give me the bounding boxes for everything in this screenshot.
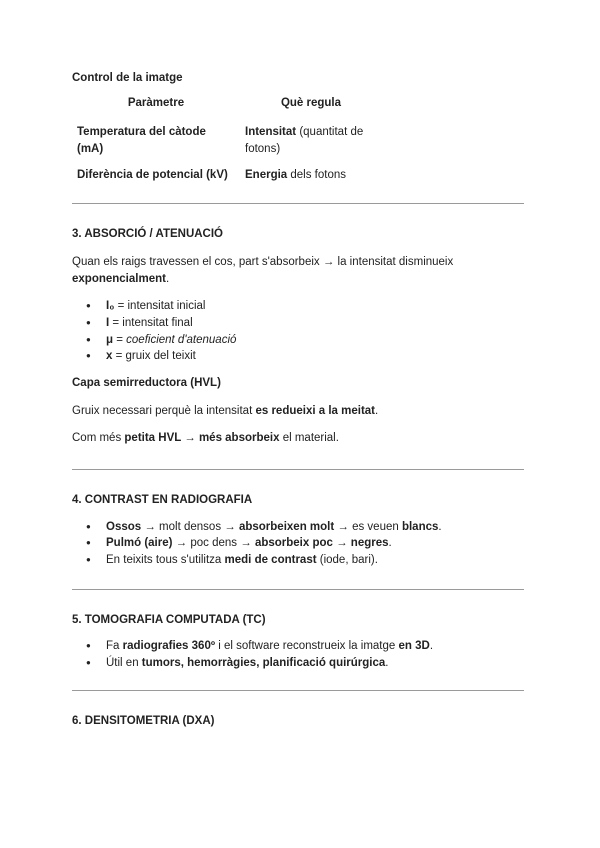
var-desc: = intensitat final: [109, 317, 193, 330]
list-item: [106, 535, 524, 552]
section-3-title: 3. ABSORCIÓ / ATENUACIÓ: [72, 228, 223, 241]
var-eq: =: [113, 333, 127, 346]
var-desc: = intensitat inicial: [114, 300, 206, 313]
section-divider: [72, 203, 524, 204]
hvl-title: Capa semirreductora (HVL): [72, 377, 221, 390]
var-symbol: I: [106, 317, 110, 330]
table-header-parameter: Paràmetre: [127, 96, 185, 109]
table-cell-regulates: [240, 121, 382, 163]
document-page: [72, 70, 524, 729]
li-bold: blancs: [401, 520, 439, 533]
var-symbol: μ: [106, 333, 114, 346]
list-item: [106, 315, 524, 332]
s3-variable-list: [72, 298, 524, 365]
hvl2-b: petita HVL → més absorbeix: [124, 432, 280, 445]
li-text: → poc dens →: [172, 537, 255, 550]
section-divider: [72, 469, 524, 470]
li-text: i el software reconstrueix la imatge: [215, 640, 399, 653]
li-bold: medi de contrast: [224, 554, 317, 567]
var-symbol: I₀: [106, 300, 115, 313]
var-desc: = gruix del teixit: [112, 350, 196, 363]
regulates-text: (quantitat de fotons): [245, 126, 364, 156]
hvl-b: es redueixi a la meitat: [255, 404, 376, 417]
li-text: En teixits tous s'utilitza: [106, 554, 225, 567]
control-title: Control de la imatge: [72, 72, 183, 84]
hvl-c: .: [375, 404, 379, 417]
table-row: [72, 121, 382, 163]
s5-list: [72, 638, 524, 671]
li-bold: absorbeixen molt: [238, 520, 335, 533]
list-item: [106, 332, 524, 349]
s3-intro: [72, 254, 524, 287]
list-item: [106, 638, 524, 655]
li-text: .: [429, 640, 434, 653]
var-symbol: x: [106, 350, 113, 363]
hvl-definition: [72, 403, 524, 420]
list-item: [106, 552, 524, 569]
table-row: [72, 164, 382, 190]
regulates-text: dels fotons: [287, 168, 347, 181]
table-cell-param: Temperatura del càtode (mA): [77, 126, 206, 156]
table-cell-regulates: [240, 164, 382, 190]
section-5-title: 5. TOMOGRAFIA COMPUTADA (TC): [72, 613, 266, 626]
list-item: [106, 348, 524, 365]
hvl2-a: Com més: [72, 432, 125, 445]
li-text: →: [332, 537, 351, 550]
s4-list: [72, 519, 524, 569]
li-bold: Ossos: [106, 520, 142, 533]
section-divider: [72, 589, 524, 590]
s3-intro-b: exponencialment: [72, 272, 166, 285]
li-bold: absorbeix poc: [254, 537, 333, 550]
var-desc-italic: coeficient d'atenuació: [126, 333, 237, 346]
li-bold: negres: [350, 537, 389, 550]
li-bold: radiografies 360º: [122, 640, 216, 653]
li-bold: Pulmó (aire): [106, 537, 173, 550]
regulates-bold: Intensitat: [245, 126, 297, 139]
regulates-bold: Energia: [245, 168, 288, 181]
li-text: .: [385, 657, 389, 670]
li-text: → es veuen: [334, 520, 402, 533]
table-header-regulates: Què regula: [280, 96, 342, 109]
parameters-table: [72, 91, 382, 190]
li-text: .: [438, 520, 442, 533]
section-6-title: 6. DENSITOMETRIA (DXA): [72, 714, 215, 727]
s3-intro-c: .: [165, 272, 170, 285]
hvl2-c: el material.: [279, 432, 339, 445]
list-item: [106, 655, 524, 672]
hvl-comparison: [72, 430, 524, 447]
table-cell-param: Diferència de potencial (kV): [77, 168, 228, 181]
s3-intro-a: Quan els raigs travessen el cos, part s'absorbeix → la intensitat disminueix: [72, 256, 454, 269]
section-divider: [72, 690, 524, 691]
li-text: (iode, bari).: [316, 554, 378, 567]
li-bold: tumors, hemorràgies, planificació quirúrgica: [141, 657, 386, 670]
li-text: Fa: [106, 640, 123, 653]
hvl-a: Gruix necessari perquè la intensitat: [72, 404, 256, 417]
li-text: Útil en: [106, 657, 142, 670]
li-text: .: [388, 537, 392, 550]
list-item: [106, 519, 524, 536]
list-item: [106, 298, 524, 315]
li-text: → molt densos →: [141, 520, 239, 533]
li-bold: en 3D: [398, 640, 430, 653]
section-4-title: 4. CONTRAST EN RADIOGRAFIA: [72, 494, 253, 507]
